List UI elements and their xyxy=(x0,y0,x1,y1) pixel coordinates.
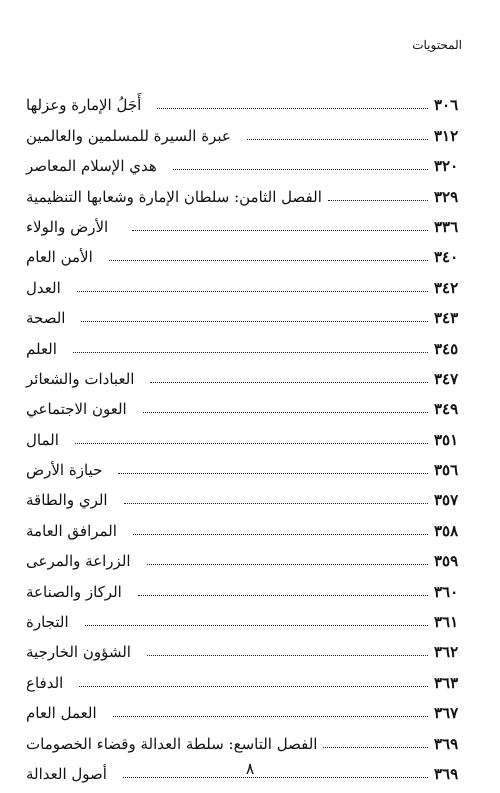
toc-entry-title: عبرة السيرة للمسلمين والعالمين xyxy=(26,126,231,145)
toc-entry xyxy=(26,513,470,543)
toc-entry xyxy=(26,422,470,452)
toc-entry-page: ٣٤٣ xyxy=(434,309,459,328)
toc-entry-page: ٣٥٨ xyxy=(434,521,459,540)
toc-entry-page: ٣٦٧ xyxy=(434,704,459,723)
toc-entry-title: الزراعة والمرعى xyxy=(26,552,131,571)
toc-entry-title: العبادات والشعائر xyxy=(26,369,135,388)
dot-leader xyxy=(118,473,428,474)
toc-entry-title: الصحة xyxy=(26,309,66,328)
toc-entry xyxy=(26,210,470,240)
dot-leader xyxy=(147,655,428,656)
dot-leader xyxy=(147,564,428,565)
toc-entry xyxy=(26,696,470,726)
toc-entry-page: ٣٥١ xyxy=(434,430,459,449)
dot-leader xyxy=(109,260,428,261)
page-number: ٨ xyxy=(245,759,255,778)
toc-entry-page: ٣٤٥ xyxy=(434,339,459,358)
dot-leader xyxy=(124,503,428,504)
toc-entry-page: ٣٥٩ xyxy=(434,552,459,571)
toc-entry-page: ٣٥٦ xyxy=(434,461,459,480)
toc-entry-title: العمل العام xyxy=(26,704,97,723)
toc-entry xyxy=(26,270,470,300)
toc-entry xyxy=(26,605,470,635)
toc-entry-page: ٣٦٩ xyxy=(434,734,459,753)
toc-chapter-entry xyxy=(26,179,470,209)
toc-entry-title: العون الاجتماعي xyxy=(26,400,127,419)
toc-entry-title: الأرض والولاء xyxy=(26,217,109,236)
toc-entry-page: ٣٦٣ xyxy=(434,673,459,692)
toc-entry xyxy=(26,574,470,604)
dot-leader xyxy=(143,412,428,413)
dot-leader xyxy=(157,108,428,109)
dot-leader xyxy=(173,169,428,170)
toc-entry-page: ٣٦٢ xyxy=(434,643,459,662)
toc-entry-title: أَجَلُ الإمارة وعزلها xyxy=(26,96,142,115)
toc-entry-page: ٣٤٧ xyxy=(434,369,459,388)
running-head: المحتويات xyxy=(412,38,462,52)
toc-entry xyxy=(26,362,470,392)
table-of-contents xyxy=(26,88,470,787)
toc-entry-page: ٣٦١ xyxy=(434,613,459,632)
dot-leader xyxy=(85,625,428,626)
toc-entry-title: التجارة xyxy=(26,613,69,632)
toc-entry-page: ٣٥٧ xyxy=(434,491,459,510)
toc-entry xyxy=(26,453,470,483)
toc-entry-title: الفصل الثامن: سلطان الإمارة وشعابها التنظيمية xyxy=(26,187,322,206)
dot-leader xyxy=(75,443,428,444)
toc-entry-title: الشؤون الخارجية xyxy=(26,643,131,662)
toc-entry-title: الأمن العام xyxy=(26,248,93,267)
toc-entry xyxy=(26,88,470,118)
toc-entry-title: الدفاع xyxy=(26,673,64,692)
toc-entry-title: هدي الإسلام المعاصر xyxy=(26,157,157,176)
dot-leader xyxy=(77,291,428,292)
dot-leader xyxy=(73,352,428,353)
toc-entry-page: ٣٢٠ xyxy=(434,157,459,176)
toc-entry-title: حيازة الأرض xyxy=(26,461,103,480)
toc-entry-title: العدل xyxy=(26,278,61,297)
toc-entry-page: ٣٠٦ xyxy=(434,96,459,115)
dot-leader xyxy=(328,200,428,201)
toc-entry-page: ٣٣٦ xyxy=(434,217,459,236)
toc-entry xyxy=(26,635,470,665)
toc-entry xyxy=(26,483,470,513)
dot-leader xyxy=(132,230,428,231)
toc-entry-title: الركاز والصناعة xyxy=(26,582,122,601)
toc-entry-page: ٣٢٩ xyxy=(434,187,459,206)
toc-chapter-entry xyxy=(26,726,470,756)
toc-entry-page: ٣٤٩ xyxy=(434,400,459,419)
dot-leader xyxy=(150,382,428,383)
dot-leader xyxy=(79,686,428,687)
toc-entry-title: المرافق العامة xyxy=(26,521,117,540)
dot-leader xyxy=(323,747,428,748)
toc-entry-title: المال xyxy=(26,430,59,449)
toc-entry-title: الري والطاقة xyxy=(26,491,108,510)
toc-entry xyxy=(26,544,470,574)
toc-entry xyxy=(26,392,470,422)
dot-leader xyxy=(133,534,428,535)
toc-entry-page: ٣١٢ xyxy=(434,126,459,145)
toc-entry xyxy=(26,149,470,179)
dot-leader xyxy=(138,595,428,596)
toc-entry xyxy=(26,301,470,331)
toc-entry xyxy=(26,665,470,695)
toc-entry xyxy=(26,118,470,148)
toc-entry xyxy=(26,240,470,270)
toc-entry-title: العلم xyxy=(26,339,57,358)
toc-entry-title: الفصل التاسع: سلطة العدالة وقضاء الخصومات xyxy=(26,734,318,753)
toc-entry-page: ٣٤٢ xyxy=(434,278,459,297)
toc-entry-page: ٣٤٠ xyxy=(434,248,459,267)
toc-entry xyxy=(26,331,470,361)
toc-entry-page: ٣٦٩ xyxy=(434,764,459,783)
toc-entry-page: ٣٦٠ xyxy=(434,582,459,601)
dot-leader xyxy=(247,139,428,140)
dot-leader xyxy=(81,321,428,322)
dot-leader xyxy=(113,716,428,717)
toc-entry-title: أصول العدالة xyxy=(26,764,107,783)
